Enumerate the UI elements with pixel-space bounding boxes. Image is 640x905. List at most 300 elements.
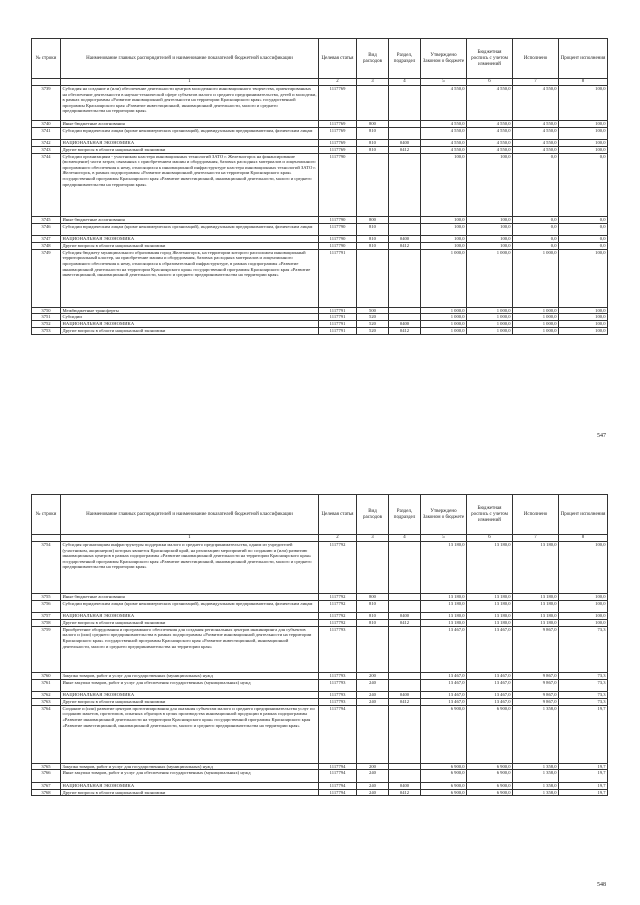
section-cell (389, 770, 421, 782)
executed-amount-cell: 0,0 (513, 153, 559, 217)
schedule-amount-cell: 1 000,0 (467, 314, 513, 321)
table-row (32, 86, 608, 121)
row-number-cell: 3742 (32, 140, 61, 147)
expense-type-cell (357, 86, 389, 121)
approved-amount-cell: 1 000,0 (421, 327, 467, 334)
col-header-section: Раздел, подраздел (389, 495, 421, 535)
expense-type-cell: 810 (357, 620, 389, 627)
section-cell (389, 763, 421, 770)
row-name-cell: НАЦИОНАЛЬНАЯ ЭКОНОМИКА (61, 613, 319, 620)
table-body (32, 542, 608, 796)
expense-type-cell (357, 705, 389, 763)
approved-amount-cell: 6 900,0 (421, 770, 467, 782)
approved-amount-cell: 1 000,0 (421, 249, 467, 307)
table-row (32, 217, 608, 224)
index-cell: 3 (357, 79, 389, 86)
executed-amount-cell: 4 550,0 (513, 140, 559, 147)
page-number: 548 (597, 882, 606, 888)
expense-type-cell: 810 (357, 146, 389, 153)
section-cell: 0400 (389, 321, 421, 328)
percent-cell: 100,0 (559, 314, 608, 321)
percent-cell: 19,7 (559, 789, 608, 796)
expense-type-cell: 810 (357, 127, 389, 139)
table-row (32, 626, 608, 673)
col-header-target: Целевая статья (319, 495, 357, 535)
target-article-cell: 1117790 (319, 236, 357, 243)
row-number-cell: 3764 (32, 705, 61, 763)
percent-cell: 73,3 (559, 699, 608, 706)
expense-type-cell: 810 (357, 600, 389, 612)
expense-type-cell: 240 (357, 782, 389, 789)
expense-type-cell: 810 (357, 224, 389, 236)
executed-amount-cell: 13 180,0 (513, 594, 559, 601)
table-row (32, 146, 608, 153)
table-row (32, 127, 608, 139)
executed-amount-cell: 0,0 (513, 217, 559, 224)
index-cell: 8 (559, 535, 608, 542)
percent-cell: 100,0 (559, 307, 608, 314)
percent-cell: 100,0 (559, 613, 608, 620)
executed-amount-cell: 1 358,0 (513, 763, 559, 770)
section-cell: 0412 (389, 620, 421, 627)
target-article-cell: 1117790 (319, 153, 357, 217)
row-name-cell: Иные бюджетные ассигнования (61, 594, 319, 601)
row-name-cell: Другие вопросы в области национальной экономики (61, 699, 319, 706)
row-name-cell: Субсидия на создание и (или) обеспечение деятельности центров молодежного инновационного творчества, ориентированных на обеспечение деятельности в научно-технической сфере субъектов малого и среднего предпринимательства, детей и молодежи, в рамках подпрограммы «Развитие инновационной деятельности на территории Красноярского края» государственной программы Красноярского края «Развитие инвестиционной, инновационной деятельности, малого и среднего предпринимательства на территории края» (61, 86, 319, 121)
col-header-row-no: № строки (32, 495, 61, 535)
schedule-amount-cell: 13 467,0 (467, 626, 513, 673)
expense-type-cell (357, 626, 389, 673)
percent-cell: 100,0 (559, 327, 608, 334)
row-number-cell: 3761 (32, 680, 61, 692)
table-row (32, 121, 608, 128)
schedule-amount-cell: 4 550,0 (467, 140, 513, 147)
expense-type-cell: 520 (357, 327, 389, 334)
percent-cell: 73,3 (559, 673, 608, 680)
budget-table (31, 38, 608, 335)
executed-amount-cell: 9 867,0 (513, 699, 559, 706)
row-number-cell: 3745 (32, 217, 61, 224)
section-cell (389, 153, 421, 217)
row-name-cell: Субсидия организациям инфраструктуры поддержки малого и среднего предпринимательства, одним из учредителей (участником, акционером) которых является Красноярский край, на реализацию мероприятий по созданию и (или) развитию инновационных центров в рамках подпрограммы «Развитие инновационной деятельности на территории Красноярского края» государственной программы Красноярского края «Развитие инвестиционной, инновационной деятельности, малого и среднего предпринимательства на территории края» (61, 542, 319, 594)
executed-amount-cell: 9 867,0 (513, 673, 559, 680)
row-number-cell: 3755 (32, 594, 61, 601)
col-header-section: Раздел, подраздел (389, 39, 421, 79)
executed-amount-cell: 9 867,0 (513, 680, 559, 692)
section-cell: 0400 (389, 236, 421, 243)
col-header-percent: Процент исполнения (559, 39, 608, 79)
table-row (32, 594, 608, 601)
expense-type-cell: 810 (357, 236, 389, 243)
col-header-schedule: Бюджетная роспись с учетом изменений (467, 495, 513, 535)
section-cell: 0400 (389, 613, 421, 620)
expense-type-cell: 240 (357, 789, 389, 796)
index-cell: 7 (513, 79, 559, 86)
target-article-cell: 1117790 (319, 217, 357, 224)
approved-amount-cell: 13 180,0 (421, 542, 467, 594)
section-cell (389, 542, 421, 594)
approved-amount-cell: 13 467,0 (421, 680, 467, 692)
index-cell (32, 535, 61, 542)
row-number-cell: 3749 (32, 249, 61, 307)
row-name-cell: НАЦИОНАЛЬНАЯ ЭКОНОМИКА (61, 692, 319, 699)
table-row (32, 789, 608, 796)
table-row (32, 327, 608, 334)
row-name-cell: НАЦИОНАЛЬНАЯ ЭКОНОМИКА (61, 140, 319, 147)
row-name-cell: Субсидии юридическим лицам (кроме некоммерческих организаций), индивидуальным предпринимателям, физическим лицам (61, 224, 319, 236)
row-number-cell: 3754 (32, 542, 61, 594)
row-number-cell: 3743 (32, 146, 61, 153)
header-row (32, 39, 608, 79)
target-article-cell: 1117792 (319, 594, 357, 601)
expense-type-cell: 240 (357, 680, 389, 692)
section-cell (389, 673, 421, 680)
schedule-amount-cell: 6 900,0 (467, 705, 513, 763)
expense-type-cell: 520 (357, 314, 389, 321)
col-header-target: Целевая статья (319, 39, 357, 79)
approved-amount-cell: 1 000,0 (421, 307, 467, 314)
target-article-cell: 1117792 (319, 600, 357, 612)
row-name-cell: Другие вопросы в области национальной экономики (61, 327, 319, 334)
row-number-cell: 3767 (32, 782, 61, 789)
row-name-cell: Субсидии (61, 314, 319, 321)
table-row (32, 243, 608, 250)
col-header-exp-type: Вид расходов (357, 39, 389, 79)
schedule-amount-cell: 13 180,0 (467, 600, 513, 612)
executed-amount-cell: 1 358,0 (513, 782, 559, 789)
table-row (32, 600, 608, 612)
row-name-cell: Иные бюджетные ассигнования (61, 217, 319, 224)
approved-amount-cell: 4 550,0 (421, 127, 467, 139)
target-article-cell: 1117794 (319, 705, 357, 763)
expense-type-cell: 500 (357, 307, 389, 314)
target-article-cell: 1117791 (319, 314, 357, 321)
target-article-cell: 1117793 (319, 699, 357, 706)
target-article-cell: 1117794 (319, 770, 357, 782)
approved-amount-cell: 13 467,0 (421, 692, 467, 699)
row-number-cell: 3741 (32, 127, 61, 139)
table-row (32, 613, 608, 620)
row-name-cell: Закупка товаров, работ и услуг для государственных (муниципальных) нужд (61, 763, 319, 770)
executed-amount-cell: 1 358,0 (513, 789, 559, 796)
index-cell: 6 (467, 535, 513, 542)
executed-amount-cell: 13 180,0 (513, 600, 559, 612)
document-page-547 (0, 0, 640, 452)
target-article-cell: 1117790 (319, 224, 357, 236)
schedule-amount-cell: 6 900,0 (467, 782, 513, 789)
column-index-row (32, 79, 608, 86)
table-row (32, 620, 608, 627)
target-article-cell: 1117793 (319, 673, 357, 680)
target-article-cell: 1117769 (319, 127, 357, 139)
approved-amount-cell: 100,0 (421, 153, 467, 217)
schedule-amount-cell: 13 180,0 (467, 613, 513, 620)
expense-type-cell (357, 153, 389, 217)
table-row (32, 140, 608, 147)
col-header-name: Наименование главных распорядителей и наименование показателей бюджетной классификации (61, 495, 319, 535)
approved-amount-cell: 13 467,0 (421, 699, 467, 706)
row-number-cell: 3740 (32, 121, 61, 128)
row-name-cell: НАЦИОНАЛЬНАЯ ЭКОНОМИКА (61, 782, 319, 789)
schedule-amount-cell: 100,0 (467, 224, 513, 236)
percent-cell: 19,7 (559, 763, 608, 770)
percent-cell: 19,7 (559, 705, 608, 763)
schedule-amount-cell: 13 467,0 (467, 673, 513, 680)
row-number-cell: 3760 (32, 673, 61, 680)
percent-cell: 100,0 (559, 127, 608, 139)
approved-amount-cell: 13 180,0 (421, 600, 467, 612)
section-cell (389, 127, 421, 139)
target-article-cell: 1117794 (319, 763, 357, 770)
column-index-row (32, 535, 608, 542)
table-body (32, 86, 608, 335)
row-name-cell: Создание и (или) развитие центров прототипирования для оказания субъектам малого и среднего предпринимательства услуг по созданию макетов, прототипов, опытных образцов в целях производства инновационной продукции в рамках подпрограммы «Развитие инновационной деятельности на территории Красноярского края» государственной программы Красноярского края «Развитие инвестиционной, инновационной деятельности, малого и среднего предпринимательства на территории края» (61, 705, 319, 763)
schedule-amount-cell: 13 467,0 (467, 692, 513, 699)
row-number-cell: 3747 (32, 236, 61, 243)
row-name-cell: Межбюджетные трансферты (61, 307, 319, 314)
expense-type-cell: 810 (357, 613, 389, 620)
row-name-cell: Субсидии юридическим лицам (кроме некоммерческих организаций), индивидуальным предпринимателям, физическим лицам (61, 600, 319, 612)
target-article-cell: 1117791 (319, 249, 357, 307)
table-row (32, 249, 608, 307)
expense-type-cell: 800 (357, 121, 389, 128)
row-name-cell: Иные закупки товаров, работ и услуг для обеспечения государственных (муниципальных) нужд (61, 680, 319, 692)
table-row (32, 680, 608, 692)
approved-amount-cell: 6 900,0 (421, 763, 467, 770)
index-cell: 5 (421, 79, 467, 86)
row-name-cell: Закупка товаров, работ и услуг для государственных (муниципальных) нужд (61, 673, 319, 680)
row-number-cell: 3757 (32, 613, 61, 620)
schedule-amount-cell: 13 180,0 (467, 542, 513, 594)
section-cell: 0400 (389, 140, 421, 147)
schedule-amount-cell: 6 900,0 (467, 789, 513, 796)
executed-amount-cell: 4 550,0 (513, 121, 559, 128)
approved-amount-cell: 100,0 (421, 224, 467, 236)
col-header-row-no: № строки (32, 39, 61, 79)
section-cell: 0400 (389, 782, 421, 789)
approved-amount-cell: 13 467,0 (421, 626, 467, 673)
schedule-amount-cell: 6 900,0 (467, 763, 513, 770)
percent-cell: 100,0 (559, 146, 608, 153)
table-row (32, 224, 608, 236)
section-cell (389, 217, 421, 224)
section-cell (389, 594, 421, 601)
percent-cell: 100,0 (559, 542, 608, 594)
percent-cell: 73,3 (559, 626, 608, 673)
target-article-cell: 1117792 (319, 542, 357, 594)
executed-amount-cell: 4 550,0 (513, 127, 559, 139)
section-cell (389, 600, 421, 612)
schedule-amount-cell: 13 180,0 (467, 594, 513, 601)
target-article-cell: 1117791 (319, 307, 357, 314)
row-name-cell: Другие вопросы в области национальной экономики (61, 789, 319, 796)
expense-type-cell: 520 (357, 321, 389, 328)
executed-amount-cell: 1 000,0 (513, 307, 559, 314)
target-article-cell: 1117792 (319, 613, 357, 620)
section-cell (389, 86, 421, 121)
index-cell: 1 (61, 535, 319, 542)
schedule-amount-cell: 4 550,0 (467, 127, 513, 139)
page-number: 547 (597, 433, 606, 439)
section-cell (389, 121, 421, 128)
expense-type-cell: 810 (357, 243, 389, 250)
executed-amount-cell: 9 867,0 (513, 692, 559, 699)
approved-amount-cell: 4 550,0 (421, 86, 467, 121)
row-number-cell: 3756 (32, 600, 61, 612)
row-number-cell: 3765 (32, 763, 61, 770)
percent-cell: 100,0 (559, 600, 608, 612)
section-cell (389, 680, 421, 692)
schedule-amount-cell: 6 900,0 (467, 770, 513, 782)
table-row (32, 673, 608, 680)
document-page-548 (0, 452, 640, 905)
row-number-cell: 3758 (32, 620, 61, 627)
schedule-amount-cell: 13 467,0 (467, 699, 513, 706)
section-cell: 0412 (389, 146, 421, 153)
table-row (32, 705, 608, 763)
table-row (32, 699, 608, 706)
target-article-cell: 1117793 (319, 692, 357, 699)
executed-amount-cell: 0,0 (513, 224, 559, 236)
percent-cell: 100,0 (559, 620, 608, 627)
section-cell: 0412 (389, 243, 421, 250)
table-row (32, 307, 608, 314)
target-article-cell: 1117769 (319, 121, 357, 128)
approved-amount-cell: 100,0 (421, 217, 467, 224)
approved-amount-cell: 100,0 (421, 236, 467, 243)
approved-amount-cell: 6 900,0 (421, 782, 467, 789)
col-header-name: Наименование главных распорядителей и наименование показателей бюджетной классификации (61, 39, 319, 79)
target-article-cell: 1117791 (319, 321, 357, 328)
executed-amount-cell: 1 000,0 (513, 321, 559, 328)
executed-amount-cell: 1 358,0 (513, 770, 559, 782)
schedule-amount-cell: 4 550,0 (467, 146, 513, 153)
expense-type-cell: 200 (357, 763, 389, 770)
schedule-amount-cell: 1 000,0 (467, 321, 513, 328)
budget-table (31, 494, 608, 796)
index-cell (32, 79, 61, 86)
row-number-cell: 3746 (32, 224, 61, 236)
expense-type-cell: 810 (357, 140, 389, 147)
target-article-cell: 1117791 (319, 327, 357, 334)
row-name-cell: Другие вопросы в области национальной экономики (61, 243, 319, 250)
percent-cell: 0,0 (559, 236, 608, 243)
row-name-cell: Другие вопросы в области национальной экономики (61, 620, 319, 627)
table-row (32, 153, 608, 217)
executed-amount-cell: 4 550,0 (513, 86, 559, 121)
index-cell: 2 (319, 79, 357, 86)
expense-type-cell: 240 (357, 692, 389, 699)
table-row (32, 770, 608, 782)
target-article-cell: 1117769 (319, 146, 357, 153)
percent-cell: 100,0 (559, 140, 608, 147)
approved-amount-cell: 4 550,0 (421, 146, 467, 153)
approved-amount-cell: 13 180,0 (421, 594, 467, 601)
row-number-cell: 3762 (32, 692, 61, 699)
row-number-cell: 3766 (32, 770, 61, 782)
target-article-cell: 1117790 (319, 243, 357, 250)
executed-amount-cell: 0,0 (513, 236, 559, 243)
section-cell: 0412 (389, 789, 421, 796)
expense-type-cell: 200 (357, 673, 389, 680)
section-cell: 0400 (389, 692, 421, 699)
index-cell: 6 (467, 79, 513, 86)
schedule-amount-cell: 100,0 (467, 243, 513, 250)
row-number-cell: 3748 (32, 243, 61, 250)
approved-amount-cell: 13 467,0 (421, 673, 467, 680)
row-number-cell: 3750 (32, 307, 61, 314)
table-row (32, 236, 608, 243)
row-name-cell: НАЦИОНАЛЬНАЯ ЭКОНОМИКА (61, 236, 319, 243)
col-header-executed: Исполнено (513, 495, 559, 535)
target-article-cell: 1117793 (319, 626, 357, 673)
percent-cell: 100,0 (559, 321, 608, 328)
percent-cell: 19,7 (559, 782, 608, 789)
row-name-cell: Иные закупки товаров, работ и услуг для обеспечения государственных (муниципальных) нужд (61, 770, 319, 782)
table-row (32, 321, 608, 328)
percent-cell: 0,0 (559, 153, 608, 217)
section-cell (389, 626, 421, 673)
row-name-cell: НАЦИОНАЛЬНАЯ ЭКОНОМИКА (61, 321, 319, 328)
row-number-cell: 3744 (32, 153, 61, 217)
row-number-cell: 3768 (32, 789, 61, 796)
executed-amount-cell: 1 000,0 (513, 249, 559, 307)
schedule-amount-cell: 4 550,0 (467, 86, 513, 121)
approved-amount-cell: 1 000,0 (421, 314, 467, 321)
index-cell: 2 (319, 535, 357, 542)
expense-type-cell (357, 249, 389, 307)
percent-cell: 100,0 (559, 249, 608, 307)
row-number-cell: 3752 (32, 321, 61, 328)
row-number-cell: 3751 (32, 314, 61, 321)
executed-amount-cell: 4 550,0 (513, 146, 559, 153)
approved-amount-cell: 4 550,0 (421, 140, 467, 147)
row-name-cell: Другие вопросы в области национальной экономики (61, 146, 319, 153)
expense-type-cell (357, 542, 389, 594)
index-cell: 4 (389, 535, 421, 542)
schedule-amount-cell: 1 000,0 (467, 249, 513, 307)
expense-type-cell: 800 (357, 217, 389, 224)
schedule-amount-cell: 13 467,0 (467, 680, 513, 692)
approved-amount-cell: 13 180,0 (421, 613, 467, 620)
col-header-approved: Утверждено Законом о бюджете (421, 495, 467, 535)
schedule-amount-cell: 4 550,0 (467, 121, 513, 128)
expense-type-cell: 800 (357, 594, 389, 601)
row-number-cell: 3753 (32, 327, 61, 334)
section-cell: 0412 (389, 699, 421, 706)
col-header-percent: Процент исполнения (559, 495, 608, 535)
schedule-amount-cell: 13 180,0 (467, 620, 513, 627)
index-cell: 7 (513, 535, 559, 542)
percent-cell: 19,7 (559, 770, 608, 782)
index-cell: 4 (389, 79, 421, 86)
schedule-amount-cell: 1 000,0 (467, 327, 513, 334)
percent-cell: 100,0 (559, 594, 608, 601)
executed-amount-cell: 13 180,0 (513, 542, 559, 594)
percent-cell: 0,0 (559, 243, 608, 250)
approved-amount-cell: 13 180,0 (421, 620, 467, 627)
table-row (32, 314, 608, 321)
expense-type-cell: 240 (357, 699, 389, 706)
percent-cell: 0,0 (559, 217, 608, 224)
section-cell: 0412 (389, 327, 421, 334)
executed-amount-cell: 1 000,0 (513, 327, 559, 334)
col-header-executed: Исполнено (513, 39, 559, 79)
row-name-cell: Субсидии юридическим лицам (кроме некоммерческих организаций), индивидуальным предпринимателям, физическим лицам (61, 127, 319, 139)
row-number-cell: 3759 (32, 626, 61, 673)
target-article-cell: 1117794 (319, 782, 357, 789)
section-cell (389, 224, 421, 236)
